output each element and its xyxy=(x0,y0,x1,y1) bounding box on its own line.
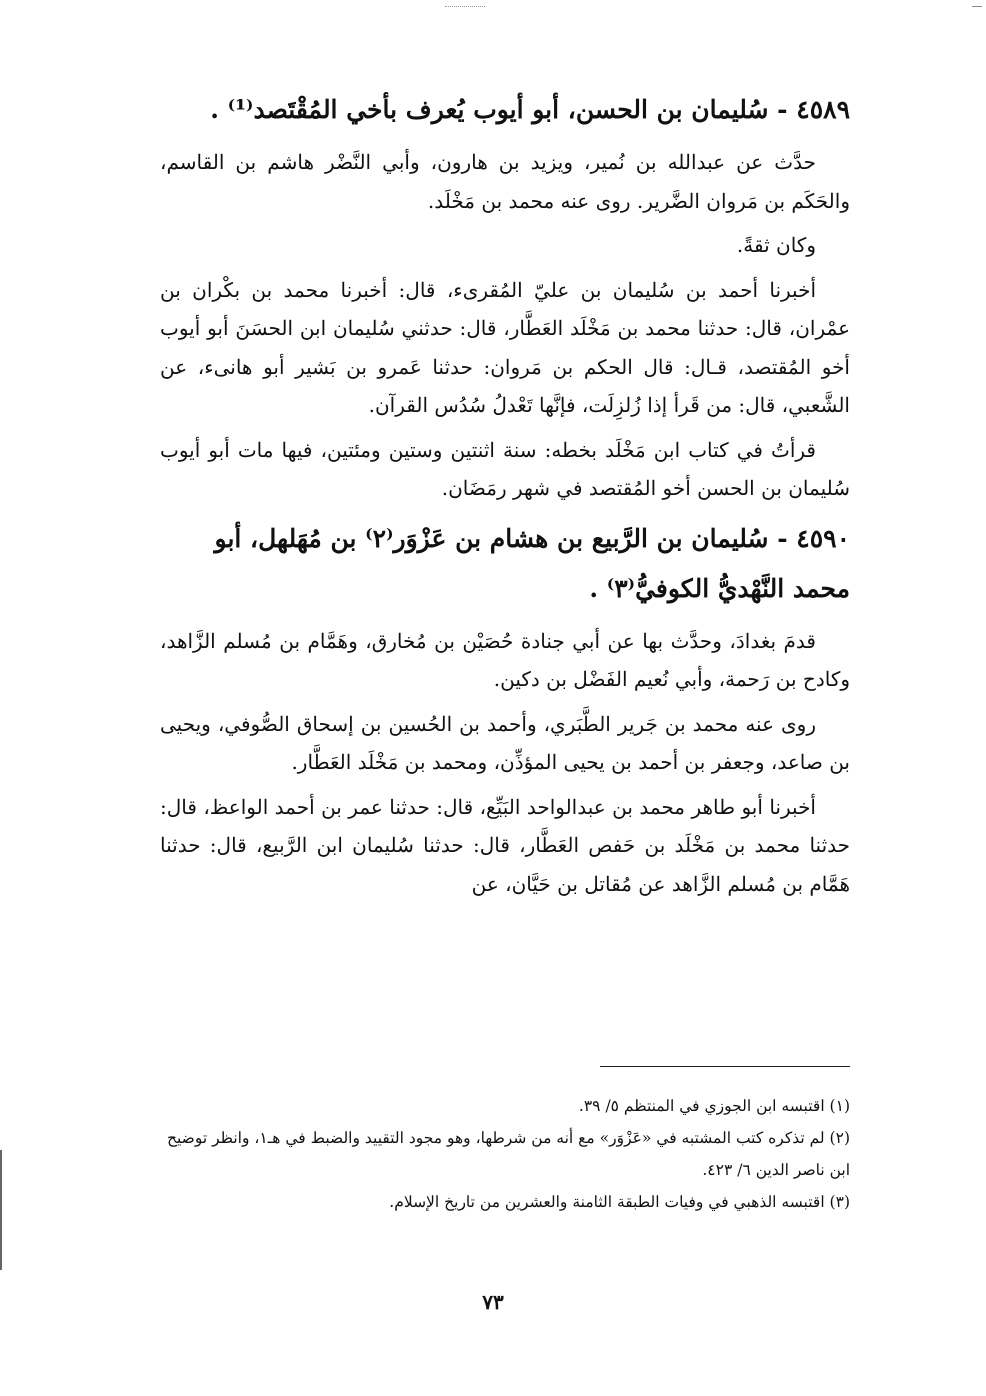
page-number: ٧٣ xyxy=(482,1290,504,1314)
top-crop-mark xyxy=(445,0,485,7)
main-text xyxy=(160,85,850,909)
footnotes xyxy=(160,1090,850,1218)
scan-edge-mark xyxy=(0,1150,2,1270)
entry-4589-paragraph: حدَّث عن عبدالله بن نُمير، ويزيد بن هارون، وأبي النَّضْر هاشم بن القاسم، والحَكَم بن مَروان الضَّرير. روى عنه محمد بن مَخْلَد. xyxy=(160,150,850,213)
entry-4589-paragraph: وكان ثقةً. xyxy=(736,233,816,257)
footnote-2: (٢) لم تذكره كتب المشتبه في «عَزْوَر» مع أنه من شرطها، وهو مجود التقييد والضبط في هـ١، وانظر توضيح ابن ناصر الدين ٦/ ٤٢٣. xyxy=(166,1129,850,1179)
corner-crop-mark xyxy=(972,0,982,7)
entry-4590-isnad-paragraph: أخبرنا أبو طاهر محمد بن عبدالواحد البَيِّع، قال: حدثنا عمر بن أحمد الواعظ، قال: حدثنا محمد بن مَخْلَد بن حَفص العَطَّار، قال: حدثنا سُليمان ابن الرَّبيع، قال: حدثنا هَمَّام بن مُسلم الزَّاهد عن مُقاتل بن حَيَّان، عن xyxy=(160,794,850,896)
footnote-3: (٣) اقتبسه الذهبي في وفيات الطبقة الثامنة والعشرين من تاريخ الإسلام. xyxy=(389,1193,850,1211)
entry-4589-death-paragraph: قرأتُ في كتاب ابن مَخْلَد بخطه: سنة اثنتين وستين ومئتين، فيها مات أبو أيوب سُليمان بن الحسن أخو المُقتصد في شهر رمَضَان. xyxy=(160,437,850,500)
entry-title-4589: ٤٥٨٩ - سُليمان بن الحسن، أبو أيوب يُعرف بأخي المُقْتَصد⁽¹⁾ . xyxy=(210,95,850,124)
entry-4590-paragraph: قدمَ بغدادَ، وحدَّث بها عن أبي جنادة حُصَيْن بن مُخارق، وهَمَّام بن مُسلم الزَّاهد، وكادح بن رَحمة، وأبي نُعيم الفَضْل بن دكين. xyxy=(160,628,850,691)
entry-4590-paragraph: روى عنه محمد بن جَرير الطَّبَري، وأحمد بن الحُسين بن إسحاق الصُّوفي، ويحيى بن صاعد، وجعفر بن أحمد بن يحيى المؤذِّن، ومحمد بن مَخْلَد العَطَّار. xyxy=(160,711,850,774)
entry-4589-isnad-paragraph: أخبرنا أحمد بن سُليمان بن عليّ المُقرىء، قال: أخبرنا محمد بن بكْران بن عمْران، قال: حدثنا محمد بن مَخْلَد العَطَّار، قال: حدثني سُليمان ابن الحسَنَ أبو أيوب أخو المُقتصد، قـال: قال الحكم بن مَروان: حدثنا عَمرو بن بَشير أبو هانىء، عن الشَّعبي، قال: من قَرأ إذا زُلزِلَت، فإنَّها تَعْدلُ سُدُس القرآن. xyxy=(160,277,850,417)
footnote-separator xyxy=(600,1066,850,1067)
entry-title-4590: ٤٥٩٠ - سُليمان بن الرَّبيع بن هشام بن عَزْوَر⁽٢⁾ بن مُهَلهل، أبو محمد النَّهْديُّ الكوفيُّ⁽٣⁾ . xyxy=(214,523,850,603)
footnote-1: (١) اقتبسه ابن الجوزي في المنتظم ٥/ ٣٩. xyxy=(578,1097,850,1115)
